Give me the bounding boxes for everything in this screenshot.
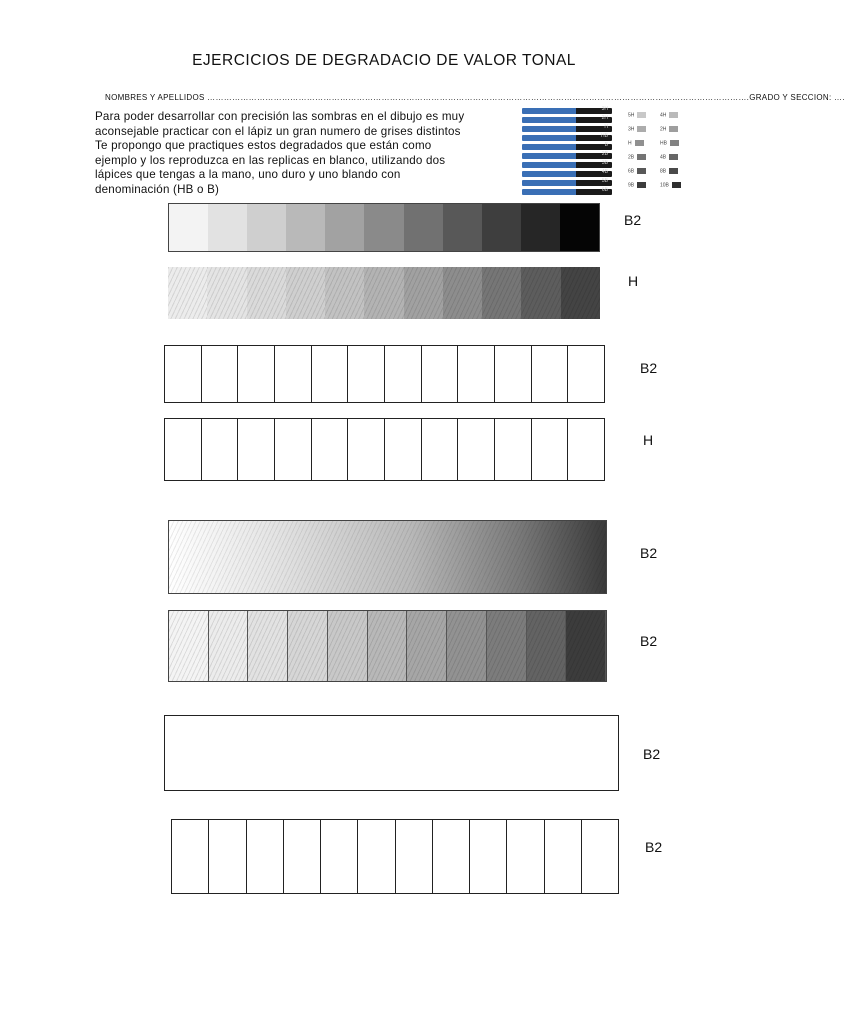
tonal-scale-flat	[168, 203, 600, 252]
pencil-sample	[522, 162, 612, 168]
practice-gradient-bar[interactable]	[164, 715, 619, 791]
exercise-label: B2	[624, 212, 642, 228]
tone-step	[521, 204, 560, 251]
tone-step	[169, 204, 208, 251]
pencil-tone-box	[487, 611, 527, 681]
empty-cell[interactable]	[312, 346, 349, 402]
empty-cell[interactable]	[433, 820, 470, 893]
exercise-label: H	[643, 432, 654, 448]
tone-step	[286, 204, 325, 251]
grade-swatch	[660, 154, 678, 160]
tone-step	[247, 204, 286, 251]
empty-cell[interactable]	[312, 419, 349, 480]
pencil-sample	[522, 135, 612, 141]
pencil-tone-step	[364, 267, 403, 319]
pencil-grade-label: H	[604, 124, 608, 130]
grade-swatch-box	[669, 126, 678, 132]
pencil-tone-step	[482, 267, 521, 319]
grade-swatch-box	[637, 112, 646, 118]
grade-swatch-box	[669, 112, 678, 118]
pencil-tone-box	[566, 611, 606, 681]
empty-cell[interactable]	[385, 346, 422, 402]
grade-swatch	[628, 182, 646, 188]
grade-swatch	[660, 182, 681, 188]
pencil-grade-label: 2B	[601, 151, 608, 157]
exercise-label: B2	[645, 839, 663, 855]
tone-step	[325, 204, 364, 251]
tone-step	[364, 204, 403, 251]
pencil-sample	[522, 180, 612, 186]
pencil-box-scale	[168, 610, 607, 682]
pencil-grade-label: 3B	[601, 160, 608, 166]
empty-cell[interactable]	[458, 419, 495, 480]
empty-cell[interactable]	[568, 346, 604, 402]
instruction-line: Para poder desarrollar con precisión las sombras en el dibujo es muy	[95, 110, 465, 123]
empty-cell[interactable]	[582, 820, 618, 893]
pencil-grade-label: 6B	[601, 187, 608, 193]
pencil-tone-step	[443, 267, 482, 319]
exercise-label: B2	[640, 633, 658, 649]
pencil-tone-step	[247, 267, 286, 319]
empty-cell[interactable]	[202, 419, 239, 480]
pencil-grade-label: 5B	[601, 178, 608, 184]
exercise-label: H	[628, 273, 639, 289]
empty-cell[interactable]	[209, 820, 246, 893]
empty-cell[interactable]	[238, 346, 275, 402]
pencil-sample	[522, 117, 612, 123]
empty-cell[interactable]	[568, 419, 604, 480]
tone-step	[208, 204, 247, 251]
pencil-tone-box	[169, 611, 209, 681]
grade-swatch-label: 10B	[660, 182, 669, 189]
pencil-sample	[522, 108, 612, 114]
empty-cell[interactable]	[532, 346, 569, 402]
grade-swatch	[660, 140, 679, 146]
grade-swatch-box	[637, 168, 646, 174]
pencil-tone-step	[286, 267, 325, 319]
grade-swatch-label: 4H	[660, 112, 667, 119]
grade-swatch	[628, 112, 646, 118]
pencil-tone-box	[447, 611, 487, 681]
grade-swatch-box	[672, 182, 681, 188]
grade-swatch-box	[637, 154, 646, 160]
grade-swatch	[660, 112, 678, 118]
exercise-label: B2	[640, 545, 658, 561]
tone-step	[560, 204, 599, 251]
grade-swatch-label: 8B	[660, 168, 667, 175]
instruction-line: aconsejable practicar con el lápiz un gran numero de grises distintos	[95, 124, 461, 138]
grade-swatch-box	[637, 182, 646, 188]
grade-swatch-label: 3H	[628, 126, 635, 133]
pencil-tone-box	[288, 611, 328, 681]
empty-cell[interactable]	[348, 346, 385, 402]
pencil-tone-box	[248, 611, 288, 681]
grade-swatch	[628, 140, 644, 146]
pencil-tone-step	[404, 267, 443, 319]
empty-cell[interactable]	[422, 419, 459, 480]
tone-step	[443, 204, 482, 251]
empty-cell[interactable]	[321, 820, 358, 893]
instruction-line: ejemplo y los reproduzca en las replicas en blanco, utilizando dos	[95, 153, 446, 167]
practice-grid-b2[interactable]	[164, 345, 605, 403]
pencil-tone-step	[325, 267, 364, 319]
pencil-grade-label: 3H	[601, 106, 608, 112]
pencil-grade-label: B	[604, 142, 608, 148]
empty-cell[interactable]	[202, 346, 239, 402]
empty-cell[interactable]	[532, 419, 569, 480]
empty-cell[interactable]	[507, 820, 544, 893]
grade-swatch	[628, 168, 646, 174]
grade-swatch	[660, 168, 678, 174]
empty-cell[interactable]	[385, 419, 422, 480]
empty-cell[interactable]	[495, 346, 532, 402]
empty-cell[interactable]	[422, 346, 459, 402]
empty-cell[interactable]	[545, 820, 582, 893]
instruction-line: lápices que tengas a la mano, uno duro y uno blando con	[95, 168, 401, 182]
grade-swatch-label: 4B	[660, 154, 667, 161]
grade-swatch-box	[637, 126, 646, 132]
practice-grid-final[interactable]	[171, 819, 619, 894]
empty-cell[interactable]	[458, 346, 495, 402]
grade-swatch-label: 2H	[660, 126, 667, 133]
tone-step	[404, 204, 443, 251]
pencil-sample	[522, 153, 612, 159]
grade-swatch-label: HB	[660, 140, 667, 147]
empty-cell[interactable]	[275, 419, 312, 480]
tonal-scale-pencil	[168, 267, 600, 319]
pencil-sample	[522, 189, 612, 195]
instructions-paragraph	[95, 110, 510, 198]
empty-cell[interactable]	[238, 419, 275, 480]
empty-cell[interactable]	[495, 419, 532, 480]
empty-cell[interactable]	[396, 820, 433, 893]
instruction-line: denominación (HB o B)	[95, 182, 220, 196]
grade-swatch-label: H	[628, 140, 632, 147]
empty-cell[interactable]	[284, 820, 321, 893]
pencil-grade-label: HB	[601, 133, 608, 139]
grade-swatch-label: 6B	[628, 168, 635, 175]
pencil-sample	[522, 144, 612, 150]
pencil-tone-step	[561, 267, 600, 319]
grade-swatch-box	[669, 154, 678, 160]
grade-swatch	[628, 154, 646, 160]
pencil-sample	[522, 126, 612, 132]
pencil-tone-step	[521, 267, 560, 319]
empty-cell[interactable]	[172, 820, 209, 893]
empty-cell[interactable]	[358, 820, 395, 893]
empty-cell[interactable]	[247, 820, 284, 893]
grade-swatch-box	[635, 140, 644, 146]
grade-swatch-label: 2B	[628, 154, 635, 161]
pencil-tone-box	[368, 611, 408, 681]
pencil-grade-label: 2H	[601, 115, 608, 121]
pencil-sample	[522, 171, 612, 177]
exercise-label: B2	[640, 360, 658, 376]
grade-swatch	[660, 126, 678, 132]
empty-cell[interactable]	[165, 419, 202, 480]
grade-swatch-box	[669, 168, 678, 174]
empty-cell[interactable]	[348, 419, 385, 480]
pencil-grade-label: 4B	[601, 169, 608, 175]
grade-swatch-box	[670, 140, 679, 146]
pencil-tone-box	[328, 611, 368, 681]
empty-cell[interactable]	[470, 820, 507, 893]
grade-swatch	[628, 126, 646, 132]
pencil-tone-box	[527, 611, 567, 681]
pencil-grade-chart	[522, 108, 692, 200]
empty-cell[interactable]	[275, 346, 312, 402]
pencil-tone-box	[407, 611, 447, 681]
grade-swatch-label: 5H	[628, 112, 635, 119]
exercise-label: B2	[643, 746, 661, 762]
pencil-tone-step	[168, 267, 207, 319]
pencil-tone-box	[209, 611, 249, 681]
grade-swatch-label: 9B	[628, 182, 635, 189]
tone-step	[482, 204, 521, 251]
practice-grid-h[interactable]	[164, 418, 605, 481]
name-grade-field-line[interactable]: NOMBRES Y APELLIDOS …………………………………………………………………………………………………………………………………………………………………………….GRADO Y SECCION: ….	[105, 93, 845, 102]
instruction-line: Te propongo que practiques estos degradados que están como	[95, 139, 432, 153]
pencil-tone-step	[207, 267, 246, 319]
empty-cell[interactable]	[165, 346, 202, 402]
smooth-gradient-example	[168, 520, 607, 594]
page-title: EJERCICIOS DE DEGRADACIO DE VALOR TONAL	[192, 52, 576, 69]
